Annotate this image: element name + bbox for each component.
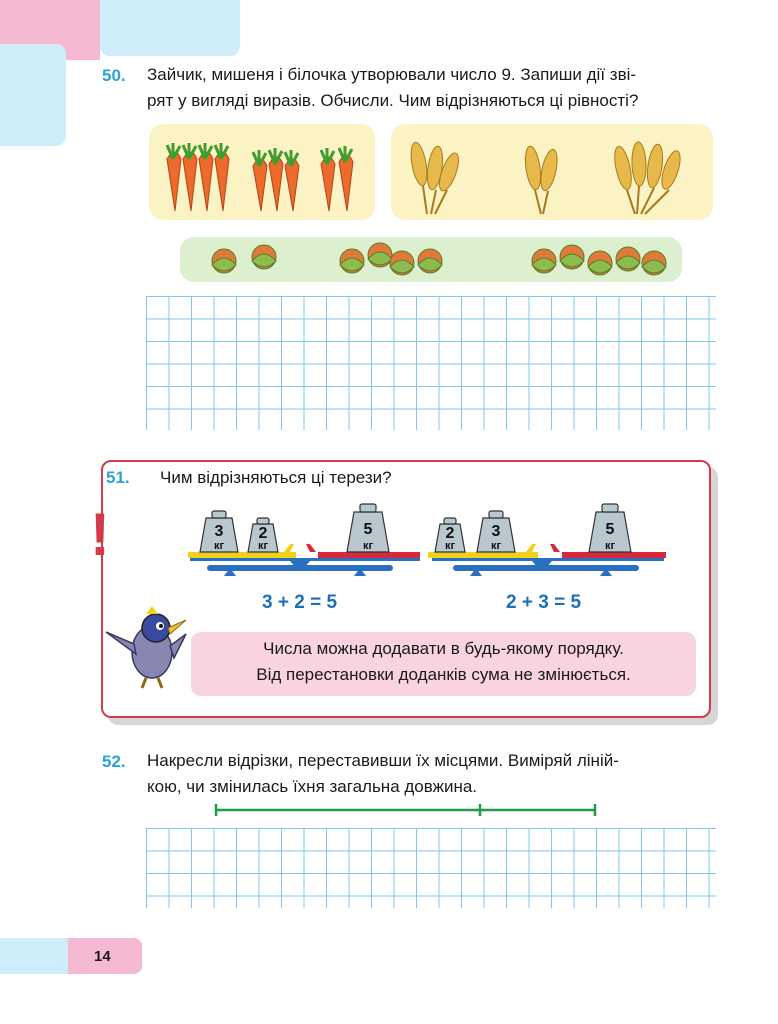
weight-value: 5 (363, 521, 373, 538)
answer-grid-50[interactable] (146, 296, 716, 430)
scale-pan-right (562, 552, 666, 558)
task-52-line-2: кою, чи змінилась їхня загальна довжина. (147, 777, 478, 796)
hazelnut-icon (212, 249, 236, 273)
wheat-icon (408, 141, 462, 214)
rule-box (191, 632, 696, 696)
carrots-panel (149, 124, 375, 220)
task-51-number: 51. (106, 468, 130, 487)
page-tab-decoration (0, 938, 68, 974)
weight-unit: кг (490, 540, 502, 552)
wheat-panel (391, 124, 713, 220)
weight-unit: кг (444, 540, 456, 552)
hazelnut-icon (252, 245, 276, 269)
weight-unit: кг (257, 540, 269, 552)
scale-pan-right (318, 552, 420, 558)
hazelnut-icon (616, 247, 640, 271)
carrots-illustration (149, 124, 375, 220)
carrot-icon (167, 143, 181, 211)
equation-2: 2 + 3 = 5 (506, 592, 582, 613)
weight-value: 2 (445, 525, 455, 542)
scale-pan-left (428, 552, 538, 558)
segments-figure (210, 802, 602, 818)
page-number: 14 (94, 948, 111, 965)
weight-value: 3 (491, 523, 501, 540)
carrot-icon (321, 148, 335, 211)
weight-unit: кг (604, 540, 616, 552)
weight-value: 3 (214, 523, 224, 540)
wheat-icon (612, 142, 684, 214)
hazelnut-icon (340, 249, 364, 273)
wheat-illustration (391, 124, 713, 220)
hazelnut-icon (390, 251, 414, 275)
weight-value: 5 (605, 521, 615, 538)
scale-pan-left (188, 552, 296, 558)
hazelnut-icon (588, 251, 612, 275)
task-50-number: 50. (102, 66, 126, 85)
rule-line-1: Числа можна додавати в будь-якому порядку. (263, 639, 624, 658)
task-50-line-2: рят у вигляді виразів. Обчисли. Чим відрізняються ці рівності? (147, 91, 639, 110)
exclamation-mark: ! (90, 501, 110, 568)
task-52-line-1: Накресли відрізки, переставивши їх місцями. Виміряй лiній- (147, 751, 619, 770)
carrot-icon (269, 148, 283, 211)
wheat-icon (523, 145, 560, 214)
corner-decoration-blue (100, 0, 240, 56)
task-52-number: 52. (102, 752, 126, 771)
carrot-icon (215, 143, 229, 211)
equation-1: 3 + 2 = 5 (262, 592, 338, 613)
nuts-panel (180, 237, 682, 282)
weight-value: 2 (258, 525, 268, 542)
task-51-title: Чим відрізняються ці терези? (160, 468, 392, 487)
hazelnut-icon (368, 243, 392, 267)
carrot-icon (253, 150, 267, 211)
hazelnut-icon (560, 245, 584, 269)
scale-2 (426, 498, 670, 588)
weight-unit: кг (362, 540, 374, 552)
corner-decoration-blue-side (0, 44, 66, 146)
hazelnut-icon (418, 249, 442, 273)
task-50-line-1: Зайчик, мишеня і білочка утворювали число 9. Запиши дії зві- (147, 65, 637, 84)
bird-mascot-icon (100, 600, 190, 692)
hazelnuts-illustration (180, 237, 682, 282)
carrot-icon (183, 143, 197, 211)
hazelnut-icon (532, 249, 556, 273)
weight-unit: кг (213, 540, 225, 552)
carrot-icon (285, 150, 299, 211)
carrot-icon (339, 146, 353, 211)
rule-line-2: Від перестановки доданків сума не змінюється. (256, 665, 631, 684)
hazelnut-icon (642, 251, 666, 275)
scale-1 (180, 498, 420, 588)
carrot-icon (199, 143, 213, 211)
answer-grid-52[interactable] (146, 828, 716, 908)
